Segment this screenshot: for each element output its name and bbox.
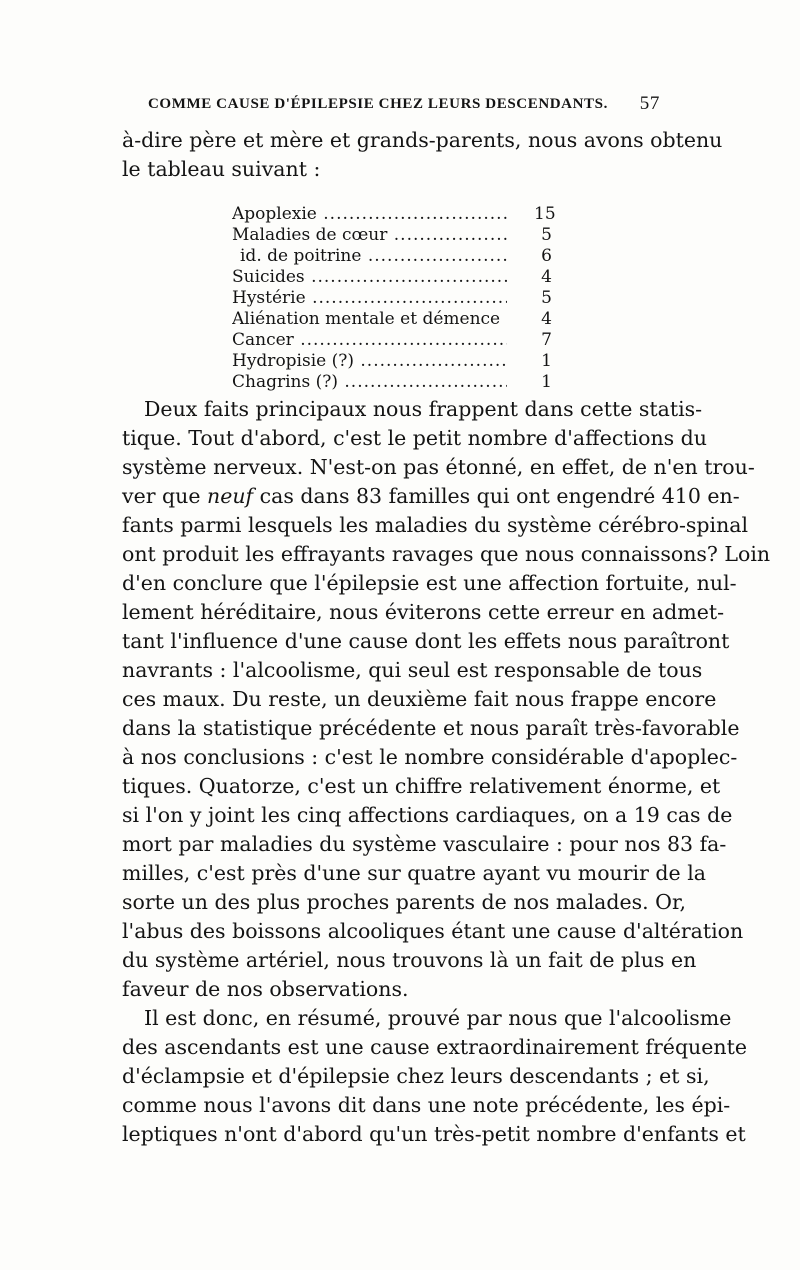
paragraph-line: du système artériel, nous trouvons là un fait de plus en bbox=[122, 948, 697, 972]
row-label: Apoplexie ..... bbox=[232, 204, 507, 225]
row-count: 1 bbox=[541, 372, 552, 392]
text-run: cas dans 83 familles qui ont engendré 410 en- bbox=[253, 484, 740, 508]
table-row bbox=[232, 372, 552, 393]
running-head bbox=[148, 93, 660, 117]
causes-table bbox=[232, 204, 556, 393]
text-run: ver que bbox=[122, 484, 208, 508]
paragraph-line: lement héréditaire, nous éviterons cette erreur en admet- bbox=[122, 600, 724, 624]
row-label: Chagrins (?) ..... bbox=[232, 372, 507, 393]
intro-line: à-dire père et mère et grands-parents, nous avons obtenu bbox=[122, 128, 723, 152]
row-count: 7 bbox=[541, 330, 552, 350]
intro-line: le tableau suivant : bbox=[122, 157, 321, 181]
page-number: 57 bbox=[639, 93, 660, 114]
paragraph-line: tiques. Quatorze, c'est un chiffre relativement énorme, et bbox=[122, 774, 721, 798]
paragraph-line: faveur de nos observations. bbox=[122, 977, 409, 1001]
emphasis-neuf: neuf bbox=[207, 484, 254, 508]
paragraph-line: tant l'influence d'une cause dont les effets nous paraîtront bbox=[122, 629, 730, 653]
paragraph-line bbox=[122, 482, 740, 510]
table-row bbox=[232, 309, 552, 330]
paragraph-line: à nos conclusions : c'est le nombre considérable d'apoplec- bbox=[122, 745, 738, 769]
paragraph-line: système nerveux. N'est-on pas étonné, en effet, de n'en trou- bbox=[122, 455, 755, 479]
row-label: Suicides ..... bbox=[232, 267, 507, 288]
paragraph-line: d'éclampsie et d'épilepsie chez leurs descendants ; et si, bbox=[122, 1064, 710, 1088]
paragraph-line: Il est donc, en résumé, prouvé par nous que l'alcoolisme bbox=[144, 1006, 732, 1030]
row-count: 4 bbox=[541, 267, 552, 287]
paragraph-line: navrants : l'alcoolisme, qui seul est responsable de tous bbox=[122, 658, 703, 682]
running-head-title: COMME CAUSE D'ÉPILEPSIE CHEZ LEURS DESCENDANTS. bbox=[148, 96, 608, 112]
table-row bbox=[232, 225, 552, 246]
paragraph-line: l'abus des boissons alcooliques étant une cause d'altération bbox=[122, 919, 744, 943]
row-label: id. de poitrine ..... bbox=[232, 246, 507, 267]
paragraph-line: dans la statistique précédente et nous paraît très-favorable bbox=[122, 716, 740, 740]
row-count: 6 bbox=[541, 246, 552, 266]
table-row bbox=[232, 267, 552, 288]
row-label: Maladies de cœur ..... bbox=[232, 225, 507, 246]
row-count: 4 bbox=[541, 309, 552, 329]
table-row bbox=[232, 246, 552, 267]
paragraph-line: sorte un des plus proches parents de nos malades. Or, bbox=[122, 890, 687, 914]
paragraph-line: mort par maladies du système vasculaire : pour nos 83 fa- bbox=[122, 832, 727, 856]
paragraph-line: milles, c'est près d'une sur quatre ayant vu mourir de la bbox=[122, 861, 706, 885]
paragraph-line: Deux faits principaux nous frappent dans cette statis- bbox=[144, 397, 703, 421]
row-count: 5 bbox=[541, 288, 552, 308]
row-label: Cancer ..... bbox=[232, 330, 507, 351]
paragraph-line: comme nous l'avons dit dans une note précédente, les épi- bbox=[122, 1093, 731, 1117]
table-row bbox=[232, 330, 552, 351]
row-label: Hydropisie (?) ..... bbox=[232, 351, 507, 372]
paragraph-line: ont produit les effrayants ravages que nous connaissons? Loin bbox=[122, 542, 771, 566]
paragraph-line: ces maux. Du reste, un deuxième fait nous frappe encore bbox=[122, 687, 717, 711]
paragraph-line: des ascendants est une cause extraordinairement fréquente bbox=[122, 1035, 747, 1059]
table-row bbox=[232, 204, 556, 225]
paragraph-line: tique. Tout d'abord, c'est le petit nombre d'affections du bbox=[122, 426, 708, 450]
row-count: 1 bbox=[541, 351, 552, 371]
row-count: 15 bbox=[534, 204, 556, 224]
row-count: 5 bbox=[541, 225, 552, 245]
paragraph-line: si l'on y joint les cinq affections cardiaques, on a 19 cas de bbox=[122, 803, 733, 827]
paragraph-line: d'en conclure que l'épilepsie est une affection fortuite, nul- bbox=[122, 571, 737, 595]
paragraph-line: leptiques n'ont d'abord qu'un très-petit nombre d'enfants et bbox=[122, 1122, 746, 1146]
row-label: Hystérie ..... bbox=[232, 288, 507, 309]
table-row bbox=[232, 351, 552, 372]
paragraph-line: fants parmi lesquels les maladies du système cérébro-spinal bbox=[122, 513, 749, 537]
table-row bbox=[232, 288, 552, 309]
row-label: Aliénation mentale et démence ..... bbox=[232, 309, 507, 330]
